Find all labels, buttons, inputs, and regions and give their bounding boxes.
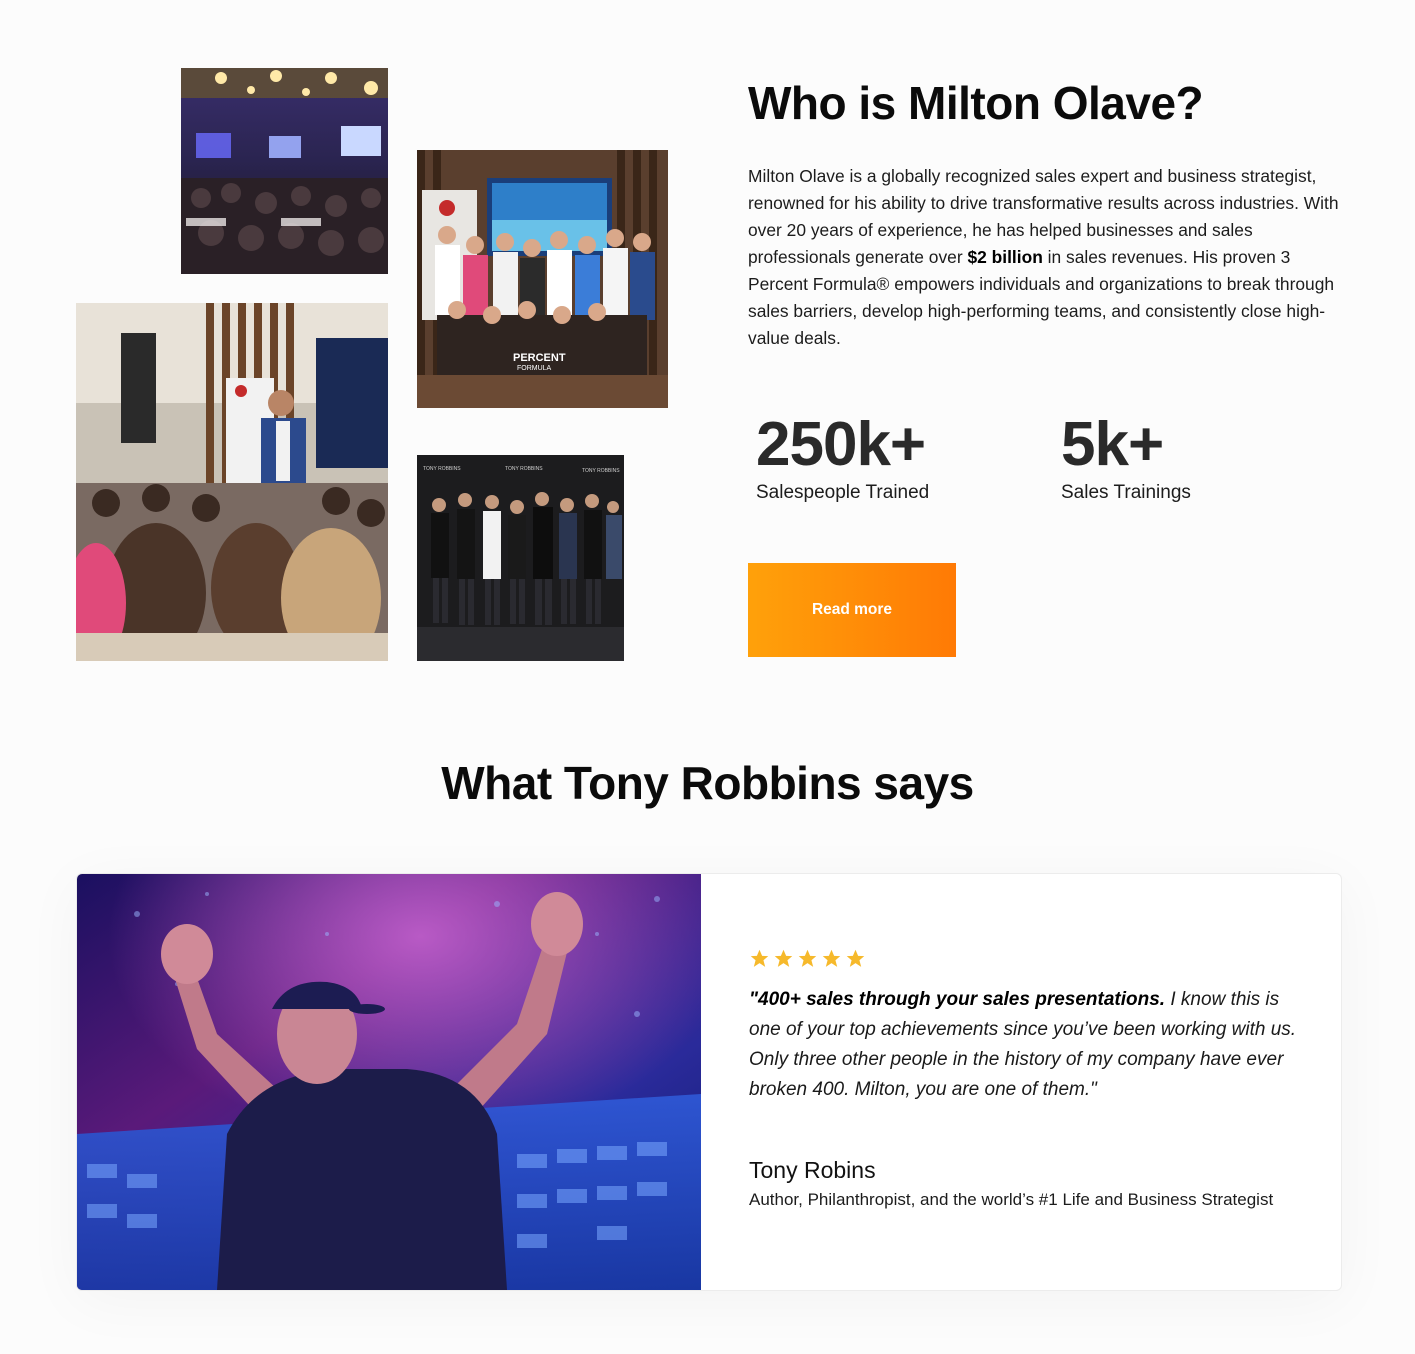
testimonial-card [76, 873, 1342, 1291]
about-body-part1: Milton Olave is a globally recognized sales expert and business strategist, renowned for his ability to drive transformative results across industries. With over 20 years of experience, he has helped businesses and sales professionals generate over [748, 166, 1339, 267]
about-title: Who is Milton Olave? [748, 77, 1204, 129]
group-photo-tony-robbins-backdrop [417, 455, 624, 661]
stat-label: Salespeople Trained [756, 482, 930, 503]
read-more-button[interactable]: Read more [748, 563, 956, 657]
backdrop-text-2: TONY ROBBINS [505, 466, 543, 472]
author-role: Author, Philanthropist, and the world’s #1 Life and Business Strategist [749, 1190, 1274, 1209]
quote-highlight: "400+ sales through your sales presentations. [749, 989, 1166, 1010]
speaker-arms-raised-photo [77, 874, 701, 1290]
star-icon [749, 948, 770, 969]
stat-value: 250k+ [756, 410, 926, 479]
stat-value: 5k+ [1061, 410, 1164, 479]
rating-stars [749, 948, 866, 969]
about-description [748, 163, 1348, 352]
testimonial-quote [749, 985, 1309, 1105]
testimonial-section-title: What Tony Robbins says [441, 757, 974, 809]
star-icon [821, 948, 842, 969]
backdrop-text-3: TONY ROBBINS [582, 468, 620, 474]
star-icon [845, 948, 866, 969]
stat-sales-trainings [1061, 410, 1191, 504]
backdrop-text-1: TONY ROBBINS [423, 466, 461, 472]
stat-salespeople-trained [756, 410, 929, 504]
speaker-on-stage-photo [76, 303, 388, 661]
conference-hall-photo [181, 68, 388, 274]
stat-label: Sales Trainings [1061, 482, 1191, 503]
sign-text: PERCENT [513, 352, 566, 364]
sign-subtext: FORMULA [517, 365, 552, 372]
quote-body: I know this is one of your top achievements since you’ve been working with us. Only three other people in the history of my company have ever broken 400. Milton, you are one of them." [749, 989, 1297, 1100]
author-name: Tony Robins [749, 1157, 876, 1183]
star-icon [797, 948, 818, 969]
group-photo-with-sign [417, 150, 668, 408]
about-body-part2: in sales revenues. His proven 3 Percent Formula® empowers individuals and organizations to break through sales barriers, develop high-performing teams, and consistently close high-value deals. [748, 247, 1335, 348]
about-body-highlight: $2 billion [967, 247, 1043, 267]
star-icon [773, 948, 794, 969]
